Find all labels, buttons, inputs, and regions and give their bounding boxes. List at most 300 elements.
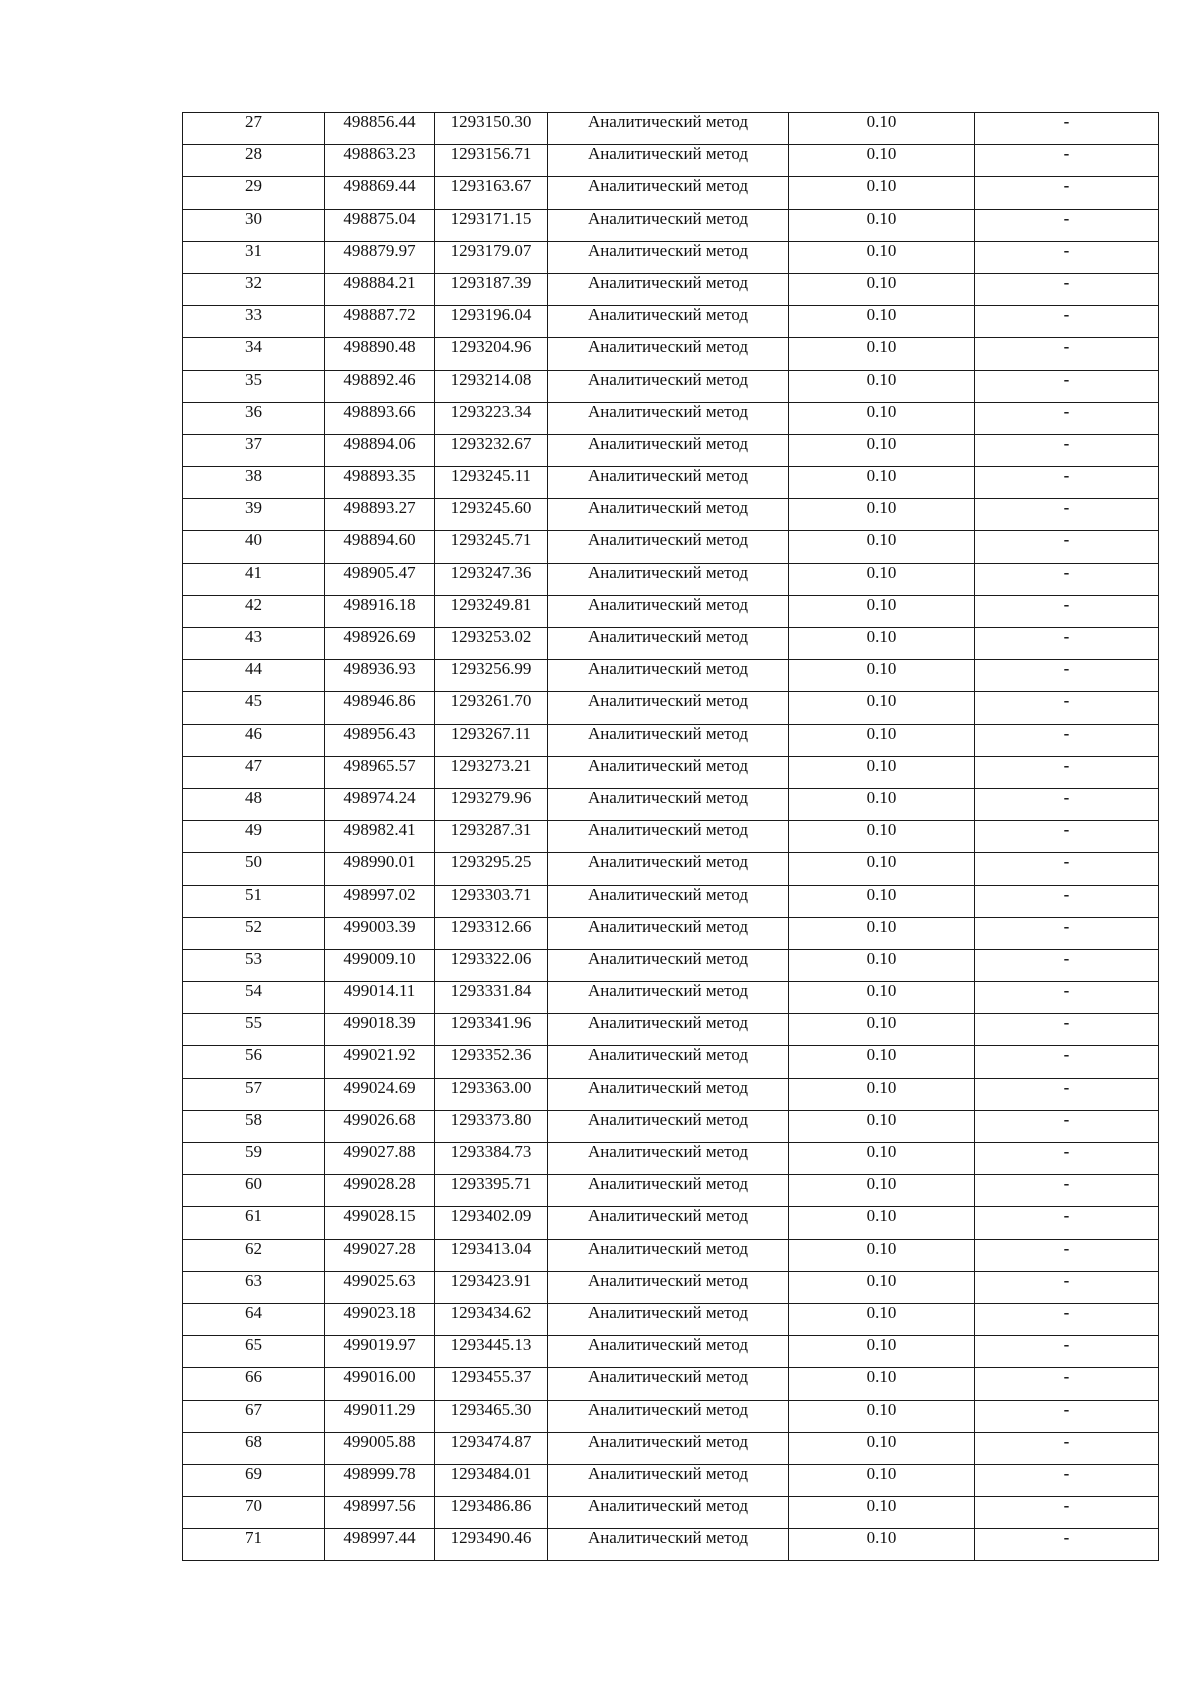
note-cell: -	[975, 1529, 1159, 1561]
method-cell: Аналитический метод	[548, 499, 789, 531]
note-cell: -	[975, 1239, 1159, 1271]
accuracy-cell: 0.10	[789, 467, 975, 499]
point-number-cell: 41	[183, 563, 325, 595]
table-row	[183, 788, 1159, 820]
table-row	[183, 853, 1159, 885]
table-row	[183, 209, 1159, 241]
table-row	[183, 1464, 1159, 1496]
table-row	[183, 338, 1159, 370]
table-row	[183, 692, 1159, 724]
method-cell: Аналитический метод	[548, 724, 789, 756]
y-coordinate-cell: 1293287.31	[435, 821, 548, 853]
table-row	[183, 499, 1159, 531]
method-cell: Аналитический метод	[548, 1529, 789, 1561]
table-row	[183, 113, 1159, 145]
x-coordinate-cell: 498974.24	[325, 788, 435, 820]
accuracy-cell: 0.10	[789, 1497, 975, 1529]
x-coordinate-cell: 498926.69	[325, 628, 435, 660]
accuracy-cell: 0.10	[789, 434, 975, 466]
accuracy-cell: 0.10	[789, 917, 975, 949]
method-cell: Аналитический метод	[548, 177, 789, 209]
method-cell: Аналитический метод	[548, 273, 789, 305]
note-cell: -	[975, 499, 1159, 531]
method-cell: Аналитический метод	[548, 821, 789, 853]
method-cell: Аналитический метод	[548, 756, 789, 788]
y-coordinate-cell: 1293171.15	[435, 209, 548, 241]
y-coordinate-cell: 1293474.87	[435, 1432, 548, 1464]
table-row	[183, 370, 1159, 402]
accuracy-cell: 0.10	[789, 306, 975, 338]
note-cell: -	[975, 402, 1159, 434]
table-row	[183, 885, 1159, 917]
accuracy-cell: 0.10	[789, 660, 975, 692]
accuracy-cell: 0.10	[789, 1271, 975, 1303]
point-number-cell: 38	[183, 467, 325, 499]
x-coordinate-cell: 498999.78	[325, 1464, 435, 1496]
point-number-cell: 27	[183, 113, 325, 145]
accuracy-cell: 0.10	[789, 402, 975, 434]
x-coordinate-cell: 498887.72	[325, 306, 435, 338]
method-cell: Аналитический метод	[548, 1432, 789, 1464]
table-row	[183, 982, 1159, 1014]
accuracy-cell: 0.10	[789, 756, 975, 788]
accuracy-cell: 0.10	[789, 177, 975, 209]
accuracy-cell: 0.10	[789, 1529, 975, 1561]
y-coordinate-cell: 1293465.30	[435, 1400, 548, 1432]
y-coordinate-cell: 1293445.13	[435, 1336, 548, 1368]
x-coordinate-cell: 498990.01	[325, 853, 435, 885]
table-row	[183, 1110, 1159, 1142]
accuracy-cell: 0.10	[789, 1400, 975, 1432]
note-cell: -	[975, 273, 1159, 305]
point-number-cell: 40	[183, 531, 325, 563]
accuracy-cell: 0.10	[789, 1239, 975, 1271]
table-row	[183, 628, 1159, 660]
table-row	[183, 1529, 1159, 1561]
note-cell: -	[975, 1110, 1159, 1142]
accuracy-cell: 0.10	[789, 499, 975, 531]
x-coordinate-cell: 498916.18	[325, 595, 435, 627]
accuracy-cell: 0.10	[789, 1207, 975, 1239]
table-row	[183, 660, 1159, 692]
accuracy-cell: 0.10	[789, 1336, 975, 1368]
x-coordinate-cell: 498893.35	[325, 467, 435, 499]
accuracy-cell: 0.10	[789, 145, 975, 177]
y-coordinate-cell: 1293423.91	[435, 1271, 548, 1303]
point-number-cell: 54	[183, 982, 325, 1014]
y-coordinate-cell: 1293341.96	[435, 1014, 548, 1046]
note-cell: -	[975, 370, 1159, 402]
x-coordinate-cell: 498936.93	[325, 660, 435, 692]
table-row	[183, 821, 1159, 853]
y-coordinate-cell: 1293156.71	[435, 145, 548, 177]
table-row	[183, 1400, 1159, 1432]
y-coordinate-cell: 1293179.07	[435, 241, 548, 273]
x-coordinate-cell: 498893.66	[325, 402, 435, 434]
y-coordinate-cell: 1293204.96	[435, 338, 548, 370]
table-row	[183, 1143, 1159, 1175]
accuracy-cell: 0.10	[789, 692, 975, 724]
point-number-cell: 56	[183, 1046, 325, 1078]
method-cell: Аналитический метод	[548, 241, 789, 273]
y-coordinate-cell: 1293303.71	[435, 885, 548, 917]
method-cell: Аналитический метод	[548, 1303, 789, 1335]
note-cell: -	[975, 1014, 1159, 1046]
method-cell: Аналитический метод	[548, 145, 789, 177]
y-coordinate-cell: 1293187.39	[435, 273, 548, 305]
y-coordinate-cell: 1293196.04	[435, 306, 548, 338]
x-coordinate-cell: 499009.10	[325, 949, 435, 981]
x-coordinate-cell: 498997.02	[325, 885, 435, 917]
point-number-cell: 42	[183, 595, 325, 627]
x-coordinate-cell: 499027.28	[325, 1239, 435, 1271]
note-cell: -	[975, 563, 1159, 595]
y-coordinate-cell: 1293214.08	[435, 370, 548, 402]
note-cell: -	[975, 434, 1159, 466]
table-row	[183, 1336, 1159, 1368]
point-number-cell: 47	[183, 756, 325, 788]
accuracy-cell: 0.10	[789, 1368, 975, 1400]
table-row	[183, 1207, 1159, 1239]
accuracy-cell: 0.10	[789, 338, 975, 370]
method-cell: Аналитический метод	[548, 1497, 789, 1529]
point-number-cell: 52	[183, 917, 325, 949]
method-cell: Аналитический метод	[548, 1175, 789, 1207]
point-number-cell: 50	[183, 853, 325, 885]
x-coordinate-cell: 498892.46	[325, 370, 435, 402]
y-coordinate-cell: 1293352.36	[435, 1046, 548, 1078]
note-cell: -	[975, 1400, 1159, 1432]
accuracy-cell: 0.10	[789, 1014, 975, 1046]
y-coordinate-cell: 1293245.11	[435, 467, 548, 499]
note-cell: -	[975, 1207, 1159, 1239]
y-coordinate-cell: 1293245.60	[435, 499, 548, 531]
y-coordinate-cell: 1293247.36	[435, 563, 548, 595]
note-cell: -	[975, 1368, 1159, 1400]
method-cell: Аналитический метод	[548, 917, 789, 949]
point-number-cell: 32	[183, 273, 325, 305]
point-number-cell: 55	[183, 1014, 325, 1046]
table-row	[183, 949, 1159, 981]
point-number-cell: 69	[183, 1464, 325, 1496]
y-coordinate-cell: 1293163.67	[435, 177, 548, 209]
x-coordinate-cell: 498997.44	[325, 1529, 435, 1561]
x-coordinate-cell: 499005.88	[325, 1432, 435, 1464]
note-cell: -	[975, 1497, 1159, 1529]
accuracy-cell: 0.10	[789, 1175, 975, 1207]
accuracy-cell: 0.10	[789, 628, 975, 660]
y-coordinate-cell: 1293249.81	[435, 595, 548, 627]
method-cell: Аналитический метод	[548, 595, 789, 627]
y-coordinate-cell: 1293434.62	[435, 1303, 548, 1335]
point-number-cell: 28	[183, 145, 325, 177]
point-number-cell: 68	[183, 1432, 325, 1464]
x-coordinate-cell: 498884.21	[325, 273, 435, 305]
note-cell: -	[975, 853, 1159, 885]
x-coordinate-cell: 499016.00	[325, 1368, 435, 1400]
x-coordinate-cell: 498894.06	[325, 434, 435, 466]
point-number-cell: 70	[183, 1497, 325, 1529]
accuracy-cell: 0.10	[789, 113, 975, 145]
accuracy-cell: 0.10	[789, 1303, 975, 1335]
y-coordinate-cell: 1293490.46	[435, 1529, 548, 1561]
x-coordinate-cell: 498997.56	[325, 1497, 435, 1529]
accuracy-cell: 0.10	[789, 1110, 975, 1142]
y-coordinate-cell: 1293253.02	[435, 628, 548, 660]
point-number-cell: 30	[183, 209, 325, 241]
point-number-cell: 39	[183, 499, 325, 531]
point-number-cell: 46	[183, 724, 325, 756]
method-cell: Аналитический метод	[548, 885, 789, 917]
accuracy-cell: 0.10	[789, 209, 975, 241]
x-coordinate-cell: 499014.11	[325, 982, 435, 1014]
point-number-cell: 64	[183, 1303, 325, 1335]
note-cell: -	[975, 1143, 1159, 1175]
y-coordinate-cell: 1293150.30	[435, 113, 548, 145]
note-cell: -	[975, 467, 1159, 499]
method-cell: Аналитический метод	[548, 1014, 789, 1046]
method-cell: Аналитический метод	[548, 113, 789, 145]
y-coordinate-cell: 1293295.25	[435, 853, 548, 885]
x-coordinate-cell: 498879.97	[325, 241, 435, 273]
point-number-cell: 36	[183, 402, 325, 434]
accuracy-cell: 0.10	[789, 1432, 975, 1464]
y-coordinate-cell: 1293484.01	[435, 1464, 548, 1496]
y-coordinate-cell: 1293256.99	[435, 660, 548, 692]
y-coordinate-cell: 1293261.70	[435, 692, 548, 724]
note-cell: -	[975, 1464, 1159, 1496]
accuracy-cell: 0.10	[789, 949, 975, 981]
y-coordinate-cell: 1293267.11	[435, 724, 548, 756]
method-cell: Аналитический метод	[548, 628, 789, 660]
accuracy-cell: 0.10	[789, 531, 975, 563]
note-cell: -	[975, 241, 1159, 273]
accuracy-cell: 0.10	[789, 821, 975, 853]
note-cell: -	[975, 821, 1159, 853]
point-number-cell: 67	[183, 1400, 325, 1432]
table-row	[183, 1432, 1159, 1464]
method-cell: Аналитический метод	[548, 1400, 789, 1432]
x-coordinate-cell: 498893.27	[325, 499, 435, 531]
x-coordinate-cell: 499024.69	[325, 1078, 435, 1110]
x-coordinate-cell: 499018.39	[325, 1014, 435, 1046]
table-row	[183, 1271, 1159, 1303]
table-row	[183, 595, 1159, 627]
method-cell: Аналитический метод	[548, 1368, 789, 1400]
accuracy-cell: 0.10	[789, 1143, 975, 1175]
point-number-cell: 49	[183, 821, 325, 853]
accuracy-cell: 0.10	[789, 982, 975, 1014]
note-cell: -	[975, 531, 1159, 563]
note-cell: -	[975, 113, 1159, 145]
table-row	[183, 467, 1159, 499]
x-coordinate-cell: 499023.18	[325, 1303, 435, 1335]
note-cell: -	[975, 1271, 1159, 1303]
point-number-cell: 66	[183, 1368, 325, 1400]
note-cell: -	[975, 177, 1159, 209]
y-coordinate-cell: 1293413.04	[435, 1239, 548, 1271]
method-cell: Аналитический метод	[548, 660, 789, 692]
point-number-cell: 33	[183, 306, 325, 338]
x-coordinate-cell: 498863.23	[325, 145, 435, 177]
point-number-cell: 71	[183, 1529, 325, 1561]
point-number-cell: 51	[183, 885, 325, 917]
method-cell: Аналитический метод	[548, 1143, 789, 1175]
point-number-cell: 29	[183, 177, 325, 209]
x-coordinate-cell: 498890.48	[325, 338, 435, 370]
note-cell: -	[975, 982, 1159, 1014]
table-row	[183, 1368, 1159, 1400]
method-cell: Аналитический метод	[548, 788, 789, 820]
note-cell: -	[975, 1046, 1159, 1078]
note-cell: -	[975, 660, 1159, 692]
note-cell: -	[975, 145, 1159, 177]
note-cell: -	[975, 595, 1159, 627]
table-row	[183, 917, 1159, 949]
method-cell: Аналитический метод	[548, 306, 789, 338]
x-coordinate-cell: 498875.04	[325, 209, 435, 241]
x-coordinate-cell: 499019.97	[325, 1336, 435, 1368]
y-coordinate-cell: 1293363.00	[435, 1078, 548, 1110]
accuracy-cell: 0.10	[789, 563, 975, 595]
y-coordinate-cell: 1293322.06	[435, 949, 548, 981]
method-cell: Аналитический метод	[548, 1336, 789, 1368]
table-row	[183, 756, 1159, 788]
x-coordinate-cell: 499003.39	[325, 917, 435, 949]
accuracy-cell: 0.10	[789, 595, 975, 627]
table-row	[183, 1175, 1159, 1207]
point-number-cell: 58	[183, 1110, 325, 1142]
point-number-cell: 65	[183, 1336, 325, 1368]
point-number-cell: 35	[183, 370, 325, 402]
coordinates-table	[182, 112, 1159, 1561]
x-coordinate-cell: 498982.41	[325, 821, 435, 853]
point-number-cell: 43	[183, 628, 325, 660]
note-cell: -	[975, 306, 1159, 338]
point-number-cell: 34	[183, 338, 325, 370]
x-coordinate-cell: 498956.43	[325, 724, 435, 756]
method-cell: Аналитический метод	[548, 370, 789, 402]
x-coordinate-cell: 498946.86	[325, 692, 435, 724]
method-cell: Аналитический метод	[548, 853, 789, 885]
accuracy-cell: 0.10	[789, 853, 975, 885]
x-coordinate-cell: 499011.29	[325, 1400, 435, 1432]
y-coordinate-cell: 1293279.96	[435, 788, 548, 820]
y-coordinate-cell: 1293232.67	[435, 434, 548, 466]
method-cell: Аналитический метод	[548, 531, 789, 563]
table-row	[183, 402, 1159, 434]
x-coordinate-cell: 499028.28	[325, 1175, 435, 1207]
y-coordinate-cell: 1293455.37	[435, 1368, 548, 1400]
point-number-cell: 60	[183, 1175, 325, 1207]
y-coordinate-cell: 1293331.84	[435, 982, 548, 1014]
table-row	[183, 241, 1159, 273]
method-cell: Аналитический метод	[548, 1464, 789, 1496]
y-coordinate-cell: 1293273.21	[435, 756, 548, 788]
table-row	[183, 273, 1159, 305]
note-cell: -	[975, 756, 1159, 788]
x-coordinate-cell: 498894.60	[325, 531, 435, 563]
point-number-cell: 53	[183, 949, 325, 981]
table-row	[183, 1303, 1159, 1335]
note-cell: -	[975, 1175, 1159, 1207]
table-row	[183, 177, 1159, 209]
method-cell: Аналитический метод	[548, 1207, 789, 1239]
method-cell: Аналитический метод	[548, 467, 789, 499]
method-cell: Аналитический метод	[548, 338, 789, 370]
note-cell: -	[975, 1336, 1159, 1368]
method-cell: Аналитический метод	[548, 692, 789, 724]
x-coordinate-cell: 498869.44	[325, 177, 435, 209]
point-number-cell: 44	[183, 660, 325, 692]
y-coordinate-cell: 1293384.73	[435, 1143, 548, 1175]
note-cell: -	[975, 1432, 1159, 1464]
table-row	[183, 563, 1159, 595]
method-cell: Аналитический метод	[548, 1239, 789, 1271]
coordinates-table-body	[183, 113, 1159, 1561]
accuracy-cell: 0.10	[789, 241, 975, 273]
x-coordinate-cell: 499025.63	[325, 1271, 435, 1303]
y-coordinate-cell: 1293395.71	[435, 1175, 548, 1207]
y-coordinate-cell: 1293373.80	[435, 1110, 548, 1142]
note-cell: -	[975, 1078, 1159, 1110]
table-row	[183, 1014, 1159, 1046]
y-coordinate-cell: 1293245.71	[435, 531, 548, 563]
note-cell: -	[975, 949, 1159, 981]
x-coordinate-cell: 498905.47	[325, 563, 435, 595]
table-row	[183, 1046, 1159, 1078]
note-cell: -	[975, 628, 1159, 660]
x-coordinate-cell: 498965.57	[325, 756, 435, 788]
table-row	[183, 724, 1159, 756]
x-coordinate-cell: 499026.68	[325, 1110, 435, 1142]
x-coordinate-cell: 499027.88	[325, 1143, 435, 1175]
accuracy-cell: 0.10	[789, 273, 975, 305]
method-cell: Аналитический метод	[548, 982, 789, 1014]
method-cell: Аналитический метод	[548, 434, 789, 466]
table-row	[183, 434, 1159, 466]
table-row	[183, 306, 1159, 338]
accuracy-cell: 0.10	[789, 788, 975, 820]
note-cell: -	[975, 917, 1159, 949]
x-coordinate-cell: 498856.44	[325, 113, 435, 145]
point-number-cell: 61	[183, 1207, 325, 1239]
method-cell: Аналитический метод	[548, 209, 789, 241]
x-coordinate-cell: 499021.92	[325, 1046, 435, 1078]
y-coordinate-cell: 1293402.09	[435, 1207, 548, 1239]
table-row	[183, 145, 1159, 177]
point-number-cell: 37	[183, 434, 325, 466]
note-cell: -	[975, 338, 1159, 370]
method-cell: Аналитический метод	[548, 1046, 789, 1078]
note-cell: -	[975, 885, 1159, 917]
accuracy-cell: 0.10	[789, 885, 975, 917]
method-cell: Аналитический метод	[548, 1110, 789, 1142]
note-cell: -	[975, 724, 1159, 756]
method-cell: Аналитический метод	[548, 563, 789, 595]
table-row	[183, 1239, 1159, 1271]
method-cell: Аналитический метод	[548, 949, 789, 981]
accuracy-cell: 0.10	[789, 724, 975, 756]
accuracy-cell: 0.10	[789, 1046, 975, 1078]
method-cell: Аналитический метод	[548, 1078, 789, 1110]
x-coordinate-cell: 499028.15	[325, 1207, 435, 1239]
table-row	[183, 1497, 1159, 1529]
accuracy-cell: 0.10	[789, 1078, 975, 1110]
point-number-cell: 62	[183, 1239, 325, 1271]
point-number-cell: 59	[183, 1143, 325, 1175]
table-row	[183, 1078, 1159, 1110]
